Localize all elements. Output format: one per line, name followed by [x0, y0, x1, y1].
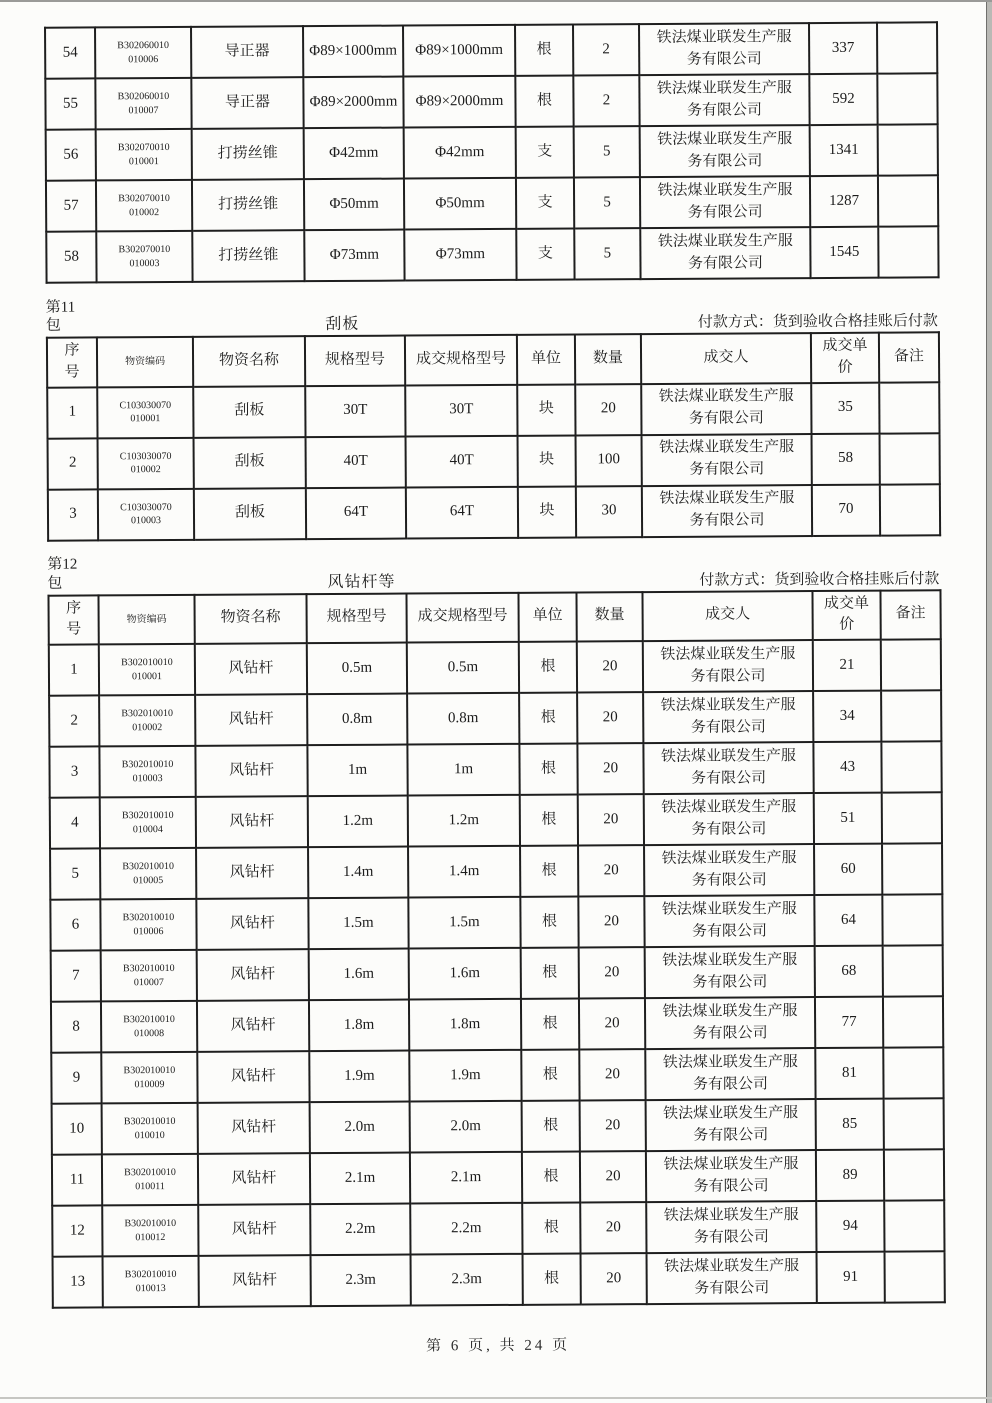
table-cell: 20 [580, 1202, 646, 1253]
table-cell: 30T [305, 385, 405, 437]
table-cell: 89 [816, 1150, 884, 1201]
column-header: 备注 [879, 332, 939, 382]
table-cell: B302010010 010008 [101, 1001, 197, 1053]
column-header: 规格型号 [306, 593, 406, 643]
table-cell: B302010010 010007 [101, 950, 197, 1002]
table-cell: 0.5m [407, 642, 519, 694]
table-cell: B302010010 010005 [100, 848, 196, 900]
table-cell [882, 894, 942, 945]
table-cell: 64 [814, 895, 882, 946]
table-cell: 2 [573, 75, 639, 126]
table-cell: 592 [809, 74, 877, 125]
table-cell: 铁法煤业联发生产服务有限公司 [639, 23, 809, 75]
table-row [45, 22, 937, 78]
table-cell: 1.4m [408, 846, 520, 898]
package-label-bottom: 包 [45, 317, 61, 334]
table-row [49, 741, 941, 797]
table-cell: 根 [519, 693, 577, 744]
table-cell [878, 226, 938, 277]
table-cell: B302010010 010006 [100, 899, 196, 951]
table-cell: 导正器 [191, 77, 303, 129]
table-cell: 2.3m [411, 1254, 523, 1306]
table-cell: Φ42mm [304, 128, 404, 180]
table-cell [882, 792, 942, 843]
table-cell: 铁法煤业联发生产服务有限公司 [640, 227, 810, 279]
table-cell: 刮板 [194, 488, 306, 540]
table-cell: 刮板 [194, 437, 306, 489]
table-cell: 58 [46, 231, 96, 282]
package-12-label [47, 556, 77, 594]
column-header: 物资名称 [193, 336, 305, 386]
package-11-header [46, 278, 938, 336]
table-cell: 20 [578, 794, 644, 845]
table-cell: 1287 [810, 176, 878, 227]
table-cell: 2 [49, 695, 99, 746]
table-cell [883, 1047, 943, 1098]
table-cell: B302010010 010012 [102, 1205, 198, 1257]
table-row [47, 382, 939, 438]
table-cell: B302070010 010002 [96, 180, 192, 232]
table-cell: 铁法煤业联发生产服务有限公司 [642, 485, 812, 537]
table-cell [884, 1098, 944, 1149]
table-row [46, 175, 938, 231]
table-cell: 1.2m [308, 796, 408, 848]
table-cell: 21 [813, 640, 881, 691]
table-cell: 68 [815, 946, 883, 997]
table-cell: 20 [577, 641, 643, 692]
table-cell: 0.5m [307, 643, 407, 695]
table-cell: 0.8m [307, 694, 407, 746]
table-cell: B302010010 010004 [100, 797, 196, 849]
package-label-top: 第11 [45, 299, 76, 316]
table-cell: B302010010 010010 [102, 1103, 198, 1155]
table-cell: 根 [522, 1100, 580, 1151]
table-cell: 铁法煤业联发生产服务有限公司 [644, 844, 814, 896]
table-cell: 根 [520, 846, 578, 897]
table-cell: 铁法煤业联发生产服务有限公司 [645, 997, 815, 1049]
column-header: 物资编码 [97, 337, 193, 387]
table-cell: Φ89×1000mm [303, 26, 403, 78]
table-cell: B302060010 010006 [95, 27, 191, 79]
table-cell: 打捞丝锥 [192, 230, 304, 282]
table-cell: 11 [52, 1154, 102, 1205]
table-cell: 打捞丝锥 [192, 128, 304, 180]
table-row [48, 433, 940, 489]
table-cell: 1 [49, 644, 99, 695]
table-cell: 风钻杆 [197, 1000, 309, 1052]
table-cell: 2.1m [410, 1152, 522, 1204]
table-cell: 40T [306, 436, 406, 488]
column-header: 物资编码 [98, 594, 194, 644]
table-cell: 20 [577, 743, 643, 794]
table-cell: 铁法煤业联发生产服务有限公司 [643, 640, 813, 692]
table-cell: 根 [519, 744, 577, 795]
table-cell: 风钻杆 [196, 898, 308, 950]
table-cell: 3 [48, 489, 98, 540]
page-number-footer: 第 6 页, 共 24 页 [426, 1337, 571, 1355]
table-row [46, 226, 938, 282]
table-cell: 9 [51, 1052, 101, 1103]
table-cell: 风钻杆 [197, 1051, 309, 1103]
table-cell: 1.2m [408, 795, 520, 847]
table-cell: 铁法煤业联发生产服务有限公司 [641, 383, 811, 435]
table-cell: 1.6m [309, 949, 409, 1001]
table-cell: 51 [814, 793, 882, 844]
table-cell [881, 741, 941, 792]
table-cell: C103030070 010002 [98, 437, 194, 489]
table-cell: 支 [516, 127, 574, 178]
table-cell: 8 [51, 1001, 101, 1052]
table-cell: 风钻杆 [195, 745, 307, 797]
table-cell: 风钻杆 [199, 1255, 311, 1307]
package-12-table [47, 589, 945, 1309]
table-cell: 风钻杆 [197, 949, 309, 1001]
table-cell: 根 [522, 1202, 580, 1253]
table-cell: 铁法煤业联发生产服务有限公司 [640, 125, 810, 177]
package-label-top: 第12 [47, 556, 78, 573]
table-cell: B302010010 010003 [99, 746, 195, 798]
table-row [49, 639, 941, 695]
table-cell: 块 [518, 435, 576, 486]
table-header-row [47, 332, 939, 387]
column-header: 单位 [517, 335, 575, 385]
table-row [52, 1098, 944, 1154]
table-cell: 2.2m [310, 1204, 410, 1256]
table-cell: 支 [516, 178, 574, 229]
table-cell: 30T [405, 384, 517, 436]
table-cell: 5 [574, 177, 640, 228]
table-cell: 导正器 [191, 26, 303, 78]
table-cell: 100 [576, 435, 642, 486]
column-header: 序号 [47, 337, 97, 387]
table-cell: B302010010 010009 [101, 1052, 197, 1104]
table-cell: 2.1m [310, 1153, 410, 1205]
table-cell: 根 [521, 998, 579, 1049]
table-cell: 风钻杆 [198, 1102, 310, 1154]
table-cell: 根 [520, 897, 578, 948]
table-cell [877, 22, 937, 73]
table-cell [885, 1251, 945, 1302]
table-row [51, 1047, 943, 1103]
table-cell: Φ73mm [304, 230, 404, 282]
table-cell: 5 [574, 228, 640, 279]
table-cell: 铁法煤业联发生产服务有限公司 [646, 1150, 816, 1202]
table-cell: 20 [578, 845, 644, 896]
column-header: 序号 [48, 595, 98, 645]
package-12-header [47, 536, 939, 594]
table-cell: 20 [581, 1253, 647, 1304]
table-cell: Φ50mm [404, 178, 516, 230]
table-cell [878, 124, 938, 175]
table-row [50, 843, 942, 899]
column-header: 成交规格型号 [406, 592, 518, 642]
package-12-table-body [49, 639, 945, 1307]
table-cell: 64T [406, 486, 518, 538]
table-cell: 刮板 [193, 386, 305, 438]
table-row [50, 894, 942, 950]
table-cell: Φ89×1000mm [403, 25, 515, 77]
table-cell: 7 [51, 950, 101, 1001]
table-cell: 风钻杆 [196, 847, 308, 899]
table-cell: 1.5m [308, 898, 408, 950]
table-row [53, 1251, 945, 1307]
column-header: 成交人 [641, 333, 811, 384]
table-cell: 铁法煤业联发生产服务有限公司 [647, 1252, 817, 1304]
table-cell: 风钻杆 [198, 1153, 310, 1205]
table-cell: 根 [521, 948, 579, 999]
table-cell [878, 175, 938, 226]
table-cell: 0.8m [407, 693, 519, 745]
table-cell [877, 73, 937, 124]
table-cell [883, 945, 943, 996]
table-cell [884, 1200, 944, 1251]
package-12-payment-terms: 付款方式：货到验收合格挂账后付款 [699, 570, 940, 589]
package-11-table [46, 331, 941, 541]
table-cell [879, 382, 939, 433]
table-cell: 风钻杆 [198, 1204, 310, 1256]
table-row [49, 690, 941, 746]
column-header: 成交单价 [812, 590, 880, 640]
table-cell: 根 [515, 76, 573, 127]
package-label-bottom: 包 [47, 575, 63, 592]
table-cell: B302010010 010013 [103, 1256, 199, 1308]
table-cell: 54 [45, 27, 95, 78]
package-12-title: 风钻杆等 [327, 573, 396, 591]
table-cell: 13 [53, 1256, 103, 1307]
table-cell: 铁法煤业联发生产服务有限公司 [644, 793, 814, 845]
table-header-row [48, 590, 940, 645]
table-cell: 81 [815, 1048, 883, 1099]
column-header: 成交人 [642, 591, 812, 642]
table-cell: 根 [515, 25, 573, 76]
table-cell: 铁法煤业联发生产服务有限公司 [642, 434, 812, 486]
table-cell: 20 [580, 1100, 646, 1151]
package-11-table-body [47, 382, 940, 540]
table-cell: C103030070 010001 [97, 386, 193, 438]
table-cell: B302010010 010002 [99, 695, 195, 747]
table-cell: 57 [46, 180, 96, 231]
column-header: 备注 [880, 590, 940, 640]
package-11-payment-terms: 付款方式：货到验收合格挂账后付款 [697, 313, 938, 331]
table-cell: 70 [812, 484, 880, 535]
table-cell: B302070010 010001 [96, 129, 192, 181]
table-cell: 1 [47, 387, 97, 438]
table-row [45, 73, 937, 129]
table-cell: 铁法煤业联发生产服务有限公司 [646, 1201, 816, 1253]
table-cell: 打捞丝锥 [192, 179, 304, 231]
table-cell [881, 639, 941, 690]
column-header: 单位 [518, 592, 576, 642]
table-cell: 铁法煤业联发生产服务有限公司 [643, 742, 813, 794]
table-cell: 铁法煤业联发生产服务有限公司 [643, 691, 813, 743]
table-cell: 20 [579, 947, 645, 998]
table-cell: 43 [813, 742, 881, 793]
table-cell: 1.9m [409, 1050, 521, 1102]
table-cell: B302060010 010007 [95, 78, 191, 130]
table-cell: 铁法煤业联发生产服务有限公司 [640, 176, 810, 228]
table-cell: 58 [812, 433, 880, 484]
table-cell: 1.8m [409, 999, 521, 1051]
table-cell: 铁法煤业联发生产服务有限公司 [646, 1099, 816, 1151]
package-11-label [46, 298, 76, 336]
table-cell: 5 [50, 848, 100, 899]
table-cell: 2.2m [410, 1203, 522, 1255]
table-row [48, 484, 940, 540]
table-cell: 1m [307, 745, 407, 797]
table-cell: C103030070 010003 [98, 488, 194, 540]
table-cell: B302070010 010003 [96, 231, 192, 283]
scan-edge-right [986, 2, 992, 1403]
table-cell: 铁法煤业联发生产服务有限公司 [639, 74, 809, 126]
table-cell: 支 [516, 229, 574, 280]
table-cell: 2 [573, 24, 639, 75]
table-cell: 1545 [810, 227, 878, 278]
table-cell: 1.8m [309, 1000, 409, 1052]
table-cell [882, 843, 942, 894]
table-cell: 1341 [810, 125, 878, 176]
table-cell: 64T [306, 487, 406, 539]
column-header: 数量 [576, 592, 642, 642]
table-cell: 1.4m [308, 847, 408, 899]
table-cell: Φ89×2000mm [303, 77, 403, 129]
table-cell: 根 [520, 795, 578, 846]
table-cell: 铁法煤业联发生产服务有限公司 [645, 946, 815, 998]
column-header: 成交单价 [811, 333, 879, 383]
column-header: 物资名称 [194, 594, 306, 644]
table-cell: 2.3m [311, 1255, 411, 1307]
table-cell: 5 [574, 126, 640, 177]
column-header: 成交规格型号 [405, 335, 517, 385]
table-cell: 根 [523, 1253, 581, 1304]
table-cell: 1.9m [309, 1051, 409, 1103]
table-cell: 1.6m [409, 948, 521, 1000]
table-cell [880, 433, 940, 484]
table-cell: 85 [816, 1099, 884, 1150]
table-cell: 6 [50, 899, 100, 950]
table-cell: 风钻杆 [196, 796, 308, 848]
package-11-title: 刮板 [325, 315, 360, 334]
scan-edge-bottom [0, 1397, 992, 1399]
table-cell: 风钻杆 [195, 694, 307, 746]
column-header: 规格型号 [305, 336, 405, 386]
table-cell: 20 [578, 896, 644, 947]
table-cell: 10 [52, 1103, 102, 1154]
table-cell: B302010010 010011 [102, 1154, 198, 1206]
table-cell: Φ50mm [304, 179, 404, 231]
continuation-table-body [45, 22, 939, 282]
table-cell: 铁法煤业联发生产服务有限公司 [645, 1048, 815, 1100]
table-cell: 2 [48, 438, 98, 489]
table-cell: 20 [579, 998, 645, 1049]
table-cell: Φ73mm [404, 229, 516, 281]
table-cell: 34 [813, 691, 881, 742]
table-cell [884, 1149, 944, 1200]
table-cell: 块 [517, 384, 575, 435]
table-cell: 20 [579, 1049, 645, 1100]
table-cell: 2.0m [310, 1102, 410, 1154]
table-cell: 60 [814, 844, 882, 895]
table-cell: 30 [576, 486, 642, 537]
table-cell: 94 [816, 1201, 884, 1252]
table-cell: 56 [46, 129, 96, 180]
table-cell: 20 [575, 384, 641, 435]
table-cell: 12 [52, 1205, 102, 1256]
table-cell: 2.0m [410, 1101, 522, 1153]
table-cell: 风钻杆 [195, 643, 307, 695]
table-row [50, 792, 942, 848]
table-cell: 4 [50, 797, 100, 848]
table-row [46, 124, 938, 180]
table-cell: B302010010 010001 [99, 644, 195, 696]
table-row [51, 996, 943, 1052]
table-cell: 铁法煤业联发生产服务有限公司 [644, 895, 814, 947]
table-cell [883, 996, 943, 1047]
table-cell: 337 [809, 23, 877, 74]
continuation-table [44, 21, 940, 283]
column-header: 数量 [575, 334, 641, 384]
table-cell: 根 [521, 1049, 579, 1100]
table-cell: 1.5m [408, 897, 520, 949]
table-cell: 3 [49, 746, 99, 797]
table-cell [880, 484, 940, 535]
table-cell: 91 [817, 1252, 885, 1303]
table-cell: 77 [815, 997, 883, 1048]
table-cell: Φ89×2000mm [403, 76, 515, 128]
table-cell: 35 [811, 382, 879, 433]
table-row [51, 945, 943, 1001]
table-cell: 55 [45, 78, 95, 129]
table-cell: Φ42mm [404, 127, 516, 179]
table-cell: 40T [406, 435, 518, 487]
table-cell: 根 [519, 642, 577, 693]
table-cell [881, 690, 941, 741]
table-row [52, 1200, 944, 1256]
table-cell: 1m [407, 744, 519, 796]
table-cell: 20 [577, 692, 643, 743]
table-cell: 20 [580, 1151, 646, 1202]
table-cell: 块 [518, 486, 576, 537]
table-row [52, 1149, 944, 1205]
table-cell: 根 [522, 1151, 580, 1202]
